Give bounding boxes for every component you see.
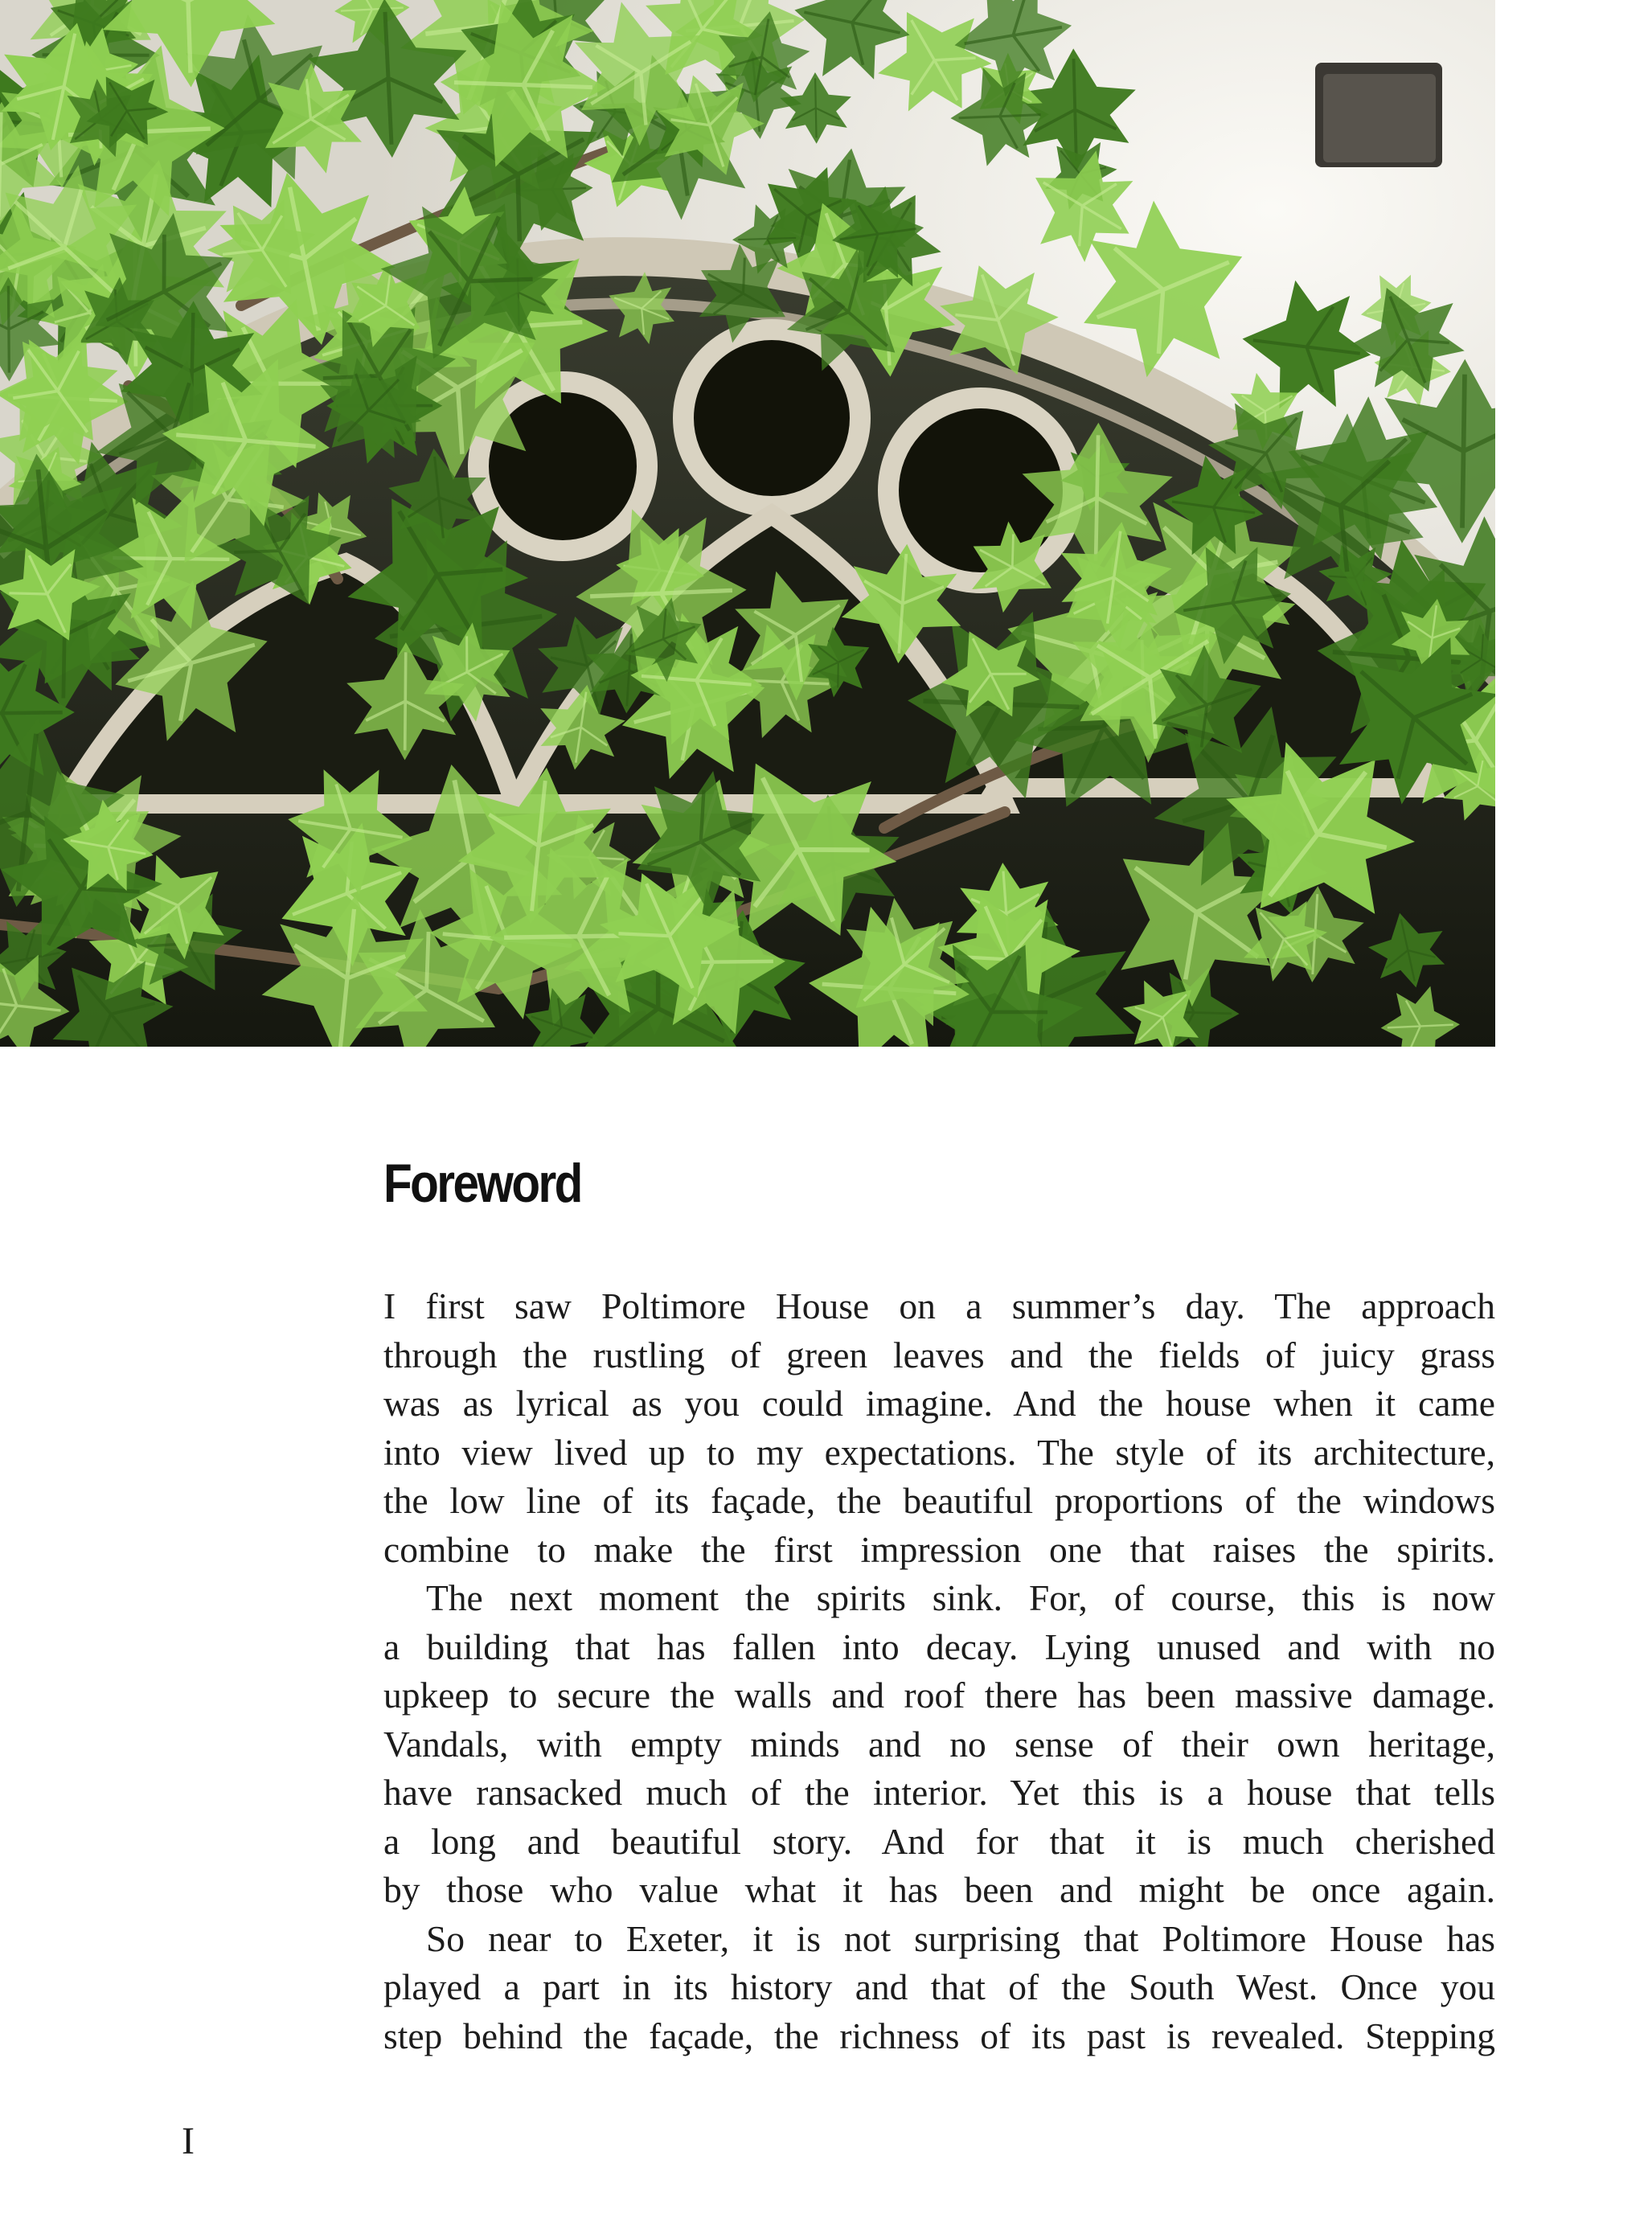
text-line: have ransacked much of the interior. Yet this is a house that tells: [383, 1772, 1495, 1813]
body-text: [383, 1282, 1495, 2060]
text-line: by those who value what it has been and might be once again.: [383, 1869, 1495, 1910]
text-line: a long and beautiful story. And for that it is much cherished: [383, 1820, 1495, 1862]
text-line: the low line of its façade, the beautiful proportions of the windows: [383, 1480, 1495, 1521]
text-line: played a part in its history and that of the South West. Once you: [383, 1966, 1495, 2007]
text-line: So near to Exeter, it is not surprising that Poltimore House has: [426, 1917, 1495, 1959]
cover-photo: [0, 0, 1495, 1047]
text-line: was as lyrical as you could imagine. And the house when it came: [383, 1383, 1495, 1424]
text-line: a building that has fallen into decay. Lying unused and with no: [383, 1626, 1495, 1667]
text-line: step behind the façade, the richness of its past is revealed. Stepping: [383, 2015, 1495, 2056]
page-title: Foreword: [383, 1153, 581, 1214]
text-line: combine to make the first impression one that raises the spirits.: [383, 1528, 1495, 1570]
text-line: Vandals, with empty minds and no sense of their own heritage,: [383, 1723, 1495, 1765]
text-line: I first saw Poltimore House on a summer’s day. The approach: [383, 1285, 1495, 1326]
text-line: upkeep to secure the walls and roof there has been massive damage.: [383, 1675, 1495, 1716]
page-number: I: [182, 2120, 195, 2163]
text-line: into view lived up to my expectations. The style of its architecture,: [383, 1431, 1495, 1473]
text-line: through the rustling of green leaves and the fields of juicy grass: [383, 1334, 1495, 1375]
text-line: The next moment the spirits sink. For, of course, this is now: [426, 1577, 1495, 1618]
leafy-window-illustration: [0, 0, 1495, 1047]
